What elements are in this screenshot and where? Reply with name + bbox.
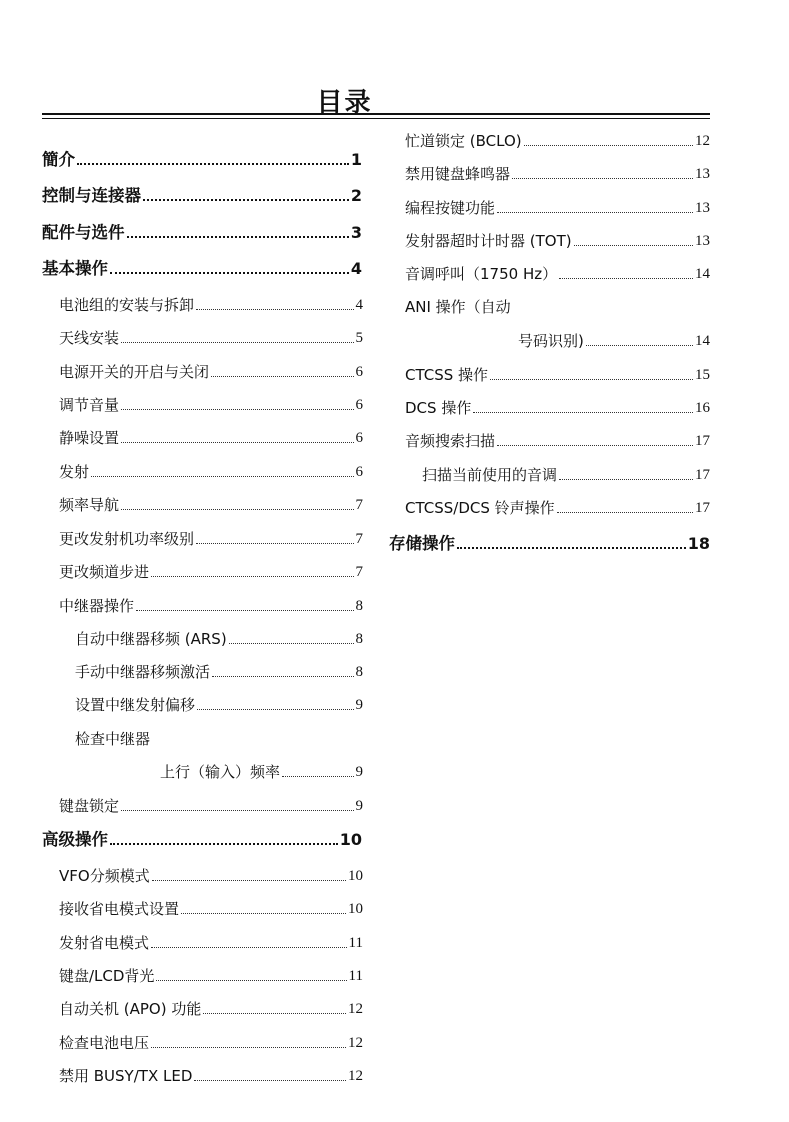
toc-entry[interactable]	[59, 362, 363, 382]
toc-entry-title: 设置中继发射偏移	[75, 696, 196, 714]
toc-entry-title: CTCSS/DCS 铃声操作	[405, 499, 555, 517]
toc-entry-title: 键盘锁定	[59, 797, 120, 815]
toc-entry-title: 发射	[59, 463, 90, 481]
toc-entry-title: DCS 操作	[405, 399, 472, 417]
toc-entry-page: 17	[695, 500, 710, 516]
toc-entry[interactable]	[405, 164, 710, 184]
toc-entry-page: 6	[355, 430, 363, 446]
toc-entry[interactable]	[405, 131, 710, 151]
toc-entry-page: 11	[348, 968, 363, 984]
toc-entry[interactable]	[59, 562, 363, 582]
toc-entry[interactable]	[59, 966, 363, 986]
toc-entry[interactable]	[59, 295, 363, 315]
toc-entry-page: 17	[695, 467, 710, 483]
toc-leader	[282, 776, 353, 777]
toc-entry[interactable]	[59, 1066, 363, 1086]
toc-leader	[151, 576, 353, 577]
toc-entry-title: 基本操作	[42, 259, 108, 278]
toc-leader	[156, 980, 346, 981]
toc-entry[interactable]	[160, 762, 363, 782]
toc-entry[interactable]	[59, 933, 363, 953]
toc-leader	[181, 913, 346, 914]
toc-entry-page: 10	[339, 830, 362, 849]
toc-entry[interactable]	[75, 662, 363, 682]
toc-leader	[211, 376, 353, 377]
toc-entry-page: 6	[355, 364, 363, 380]
toc-entry-page: 7	[355, 497, 363, 513]
toc-entry-page: 8	[355, 631, 363, 647]
toc-entry-title: 音调呼叫（1750 Hz）	[405, 265, 558, 283]
toc-entry-page: 9	[355, 697, 363, 713]
toc-entry[interactable]	[59, 462, 363, 482]
toc-entry[interactable]	[422, 465, 710, 485]
toc-entry-title: 键盘/LCD背光	[59, 967, 155, 985]
toc-leader	[152, 880, 346, 881]
toc-leader	[557, 512, 693, 513]
toc-entry-page: 3	[350, 223, 362, 242]
toc-entry-title: 更改频道步进	[59, 563, 150, 581]
toc-leader	[457, 547, 686, 549]
toc-entry-page: 12	[348, 1001, 363, 1017]
toc-entry-page: 4	[350, 259, 362, 278]
toc-leader	[121, 509, 353, 510]
toc-entry-title: 中继器操作	[59, 597, 135, 615]
toc-entry-title: 频率导航	[59, 496, 120, 514]
toc-entry-page: 7	[355, 531, 363, 547]
toc-leader	[196, 309, 353, 310]
toc-leader	[203, 1013, 346, 1014]
toc-entry[interactable]	[59, 796, 363, 816]
toc-entry-page: 15	[695, 367, 710, 383]
toc-entry-page: 14	[695, 333, 710, 349]
page-title: 目录	[316, 88, 373, 118]
toc-entry[interactable]	[75, 695, 363, 715]
toc-leader	[512, 178, 693, 179]
toc-leader	[110, 843, 338, 845]
toc-entry[interactable]	[75, 629, 363, 649]
toc-entry-title: 自动中继器移频 (ARS)	[75, 630, 227, 648]
toc-entry[interactable]	[518, 331, 710, 351]
toc-entry-title: 号码识别)	[518, 332, 584, 350]
toc-leader	[121, 810, 353, 811]
toc-entry-title: 上行（输入）频率	[160, 763, 281, 781]
toc-entry-title: 静噪设置	[59, 429, 120, 447]
toc-leader	[194, 1080, 346, 1081]
toc-entry[interactable]	[59, 596, 363, 616]
toc-entry-page: 8	[355, 664, 363, 680]
toc-entry-page: 1	[350, 150, 362, 169]
toc-entry-page: 7	[355, 564, 363, 580]
toc-leader	[143, 199, 349, 201]
toc-leader	[151, 1047, 346, 1048]
toc-leader	[524, 145, 693, 146]
toc-entry[interactable]	[59, 495, 363, 515]
toc-entry-page: 8	[355, 598, 363, 614]
toc-entry-title: 扫描当前使用的音调	[422, 466, 558, 484]
toc-entry[interactable]	[59, 395, 363, 415]
toc-entry-title: 电池组的安装与拆卸	[59, 296, 195, 314]
toc-leader	[110, 272, 349, 274]
toc-entry-title: 接收省电模式设置	[59, 900, 180, 918]
toc-entry-page: 13	[695, 166, 710, 182]
toc-entry[interactable]	[59, 999, 363, 1019]
toc-entry-title: 检查电池电压	[59, 1034, 150, 1052]
toc-leader	[490, 379, 693, 380]
toc-entry-title[interactable]: 检查中继器	[75, 730, 151, 748]
toc-entry-title: 音频搜索扫描	[405, 432, 496, 450]
toc-entry[interactable]	[59, 899, 363, 919]
toc-leader	[212, 676, 353, 677]
toc-leader	[197, 709, 353, 710]
toc-entry[interactable]	[59, 328, 363, 348]
title-rule-thin	[42, 118, 710, 119]
toc-entry-page: 13	[695, 233, 710, 249]
toc-entry-title: 配件与选件	[42, 223, 125, 242]
toc-leader	[497, 445, 693, 446]
toc-entry-page: 10	[348, 868, 363, 884]
toc-entry-page: 13	[695, 200, 710, 216]
toc-entry-title: 簡介	[42, 150, 75, 169]
toc-entry-title: 手动中继器移频激活	[75, 663, 211, 681]
toc-entry-page: 2	[350, 186, 362, 205]
toc-entry-title: 自动关机 (APO) 功能	[59, 1000, 202, 1018]
toc-entry-page: 5	[355, 330, 363, 346]
toc-leader	[121, 342, 353, 343]
toc-entry-title: 发射器超时计时器 (TOT)	[405, 232, 572, 250]
toc-entry[interactable]	[42, 223, 362, 243]
toc-leader	[77, 163, 349, 165]
toc-entry-title: 更改发射机功率级别	[59, 530, 195, 548]
toc-entry-title[interactable]: ANI 操作（自动	[405, 298, 511, 316]
toc-entry[interactable]	[405, 431, 710, 451]
toc-entry[interactable]	[42, 150, 362, 170]
toc-entry-page: 17	[695, 433, 710, 449]
toc-entry-page: 6	[355, 464, 363, 480]
toc-leader	[473, 412, 693, 413]
toc-entry-title: 高级操作	[42, 830, 108, 849]
toc-entry-title: 发射省电模式	[59, 934, 150, 952]
title-rule-thick	[42, 113, 710, 115]
toc-entry-page: 10	[348, 901, 363, 917]
toc-entry[interactable]	[405, 365, 710, 385]
toc-entry[interactable]	[59, 529, 363, 549]
toc-entry-page: 12	[348, 1068, 363, 1084]
toc-entry-page: 9	[355, 798, 363, 814]
toc-entry-title: 禁用 BUSY/TX LED	[59, 1067, 193, 1085]
toc-leader	[151, 947, 347, 948]
toc-leader	[559, 278, 693, 279]
toc-entry-title: 存储操作	[389, 534, 455, 553]
toc-entry[interactable]	[59, 428, 363, 448]
toc-entry[interactable]	[405, 231, 710, 251]
toc-entry-page: 6	[355, 397, 363, 413]
toc-entry-title: CTCSS 操作	[405, 366, 489, 384]
toc-entry[interactable]	[42, 830, 362, 850]
toc-leader	[497, 212, 693, 213]
toc-entry-page: 12	[348, 1035, 363, 1051]
toc-entry[interactable]	[42, 186, 362, 206]
toc-leader	[196, 543, 353, 544]
toc-entry-page: 11	[348, 935, 363, 951]
toc-leader	[127, 236, 349, 238]
toc-entry[interactable]	[405, 198, 710, 218]
toc-leader	[559, 479, 693, 480]
toc-entry-title: 控制与连接器	[42, 186, 141, 205]
toc-leader	[91, 476, 353, 477]
toc-leader	[574, 245, 693, 246]
toc-entry-title: 禁用键盘蜂鸣器	[405, 165, 511, 183]
toc-entry-title: 编程按键功能	[405, 199, 496, 217]
toc-entry[interactable]	[405, 398, 710, 418]
toc-entry[interactable]	[59, 1033, 363, 1053]
toc-entry-title: 电源开关的开启与关闭	[59, 363, 210, 381]
toc-entry-page: 16	[695, 400, 710, 416]
toc-entry-page: 12	[695, 133, 710, 149]
toc-leader	[229, 643, 354, 644]
toc-leader	[121, 442, 353, 443]
toc-entry-page: 18	[687, 534, 710, 553]
toc-entry-title: 忙道锁定 (BCLO)	[405, 132, 522, 150]
toc-entry-page: 14	[695, 266, 710, 282]
toc-entry-page: 9	[355, 764, 363, 780]
toc-entry-title: 调节音量	[59, 396, 120, 414]
toc-entry[interactable]	[405, 264, 710, 284]
toc-entry[interactable]	[59, 866, 363, 886]
toc-entry[interactable]	[42, 259, 362, 279]
toc-entry-title: VFO分频模式	[59, 867, 150, 885]
toc-entry[interactable]	[389, 534, 710, 554]
toc-leader	[136, 610, 353, 611]
toc-entry-title: 天线安装	[59, 329, 120, 347]
toc-leader	[586, 345, 693, 346]
toc-leader	[121, 409, 353, 410]
toc-entry[interactable]	[405, 498, 710, 518]
toc-entry-page: 4	[355, 297, 363, 313]
